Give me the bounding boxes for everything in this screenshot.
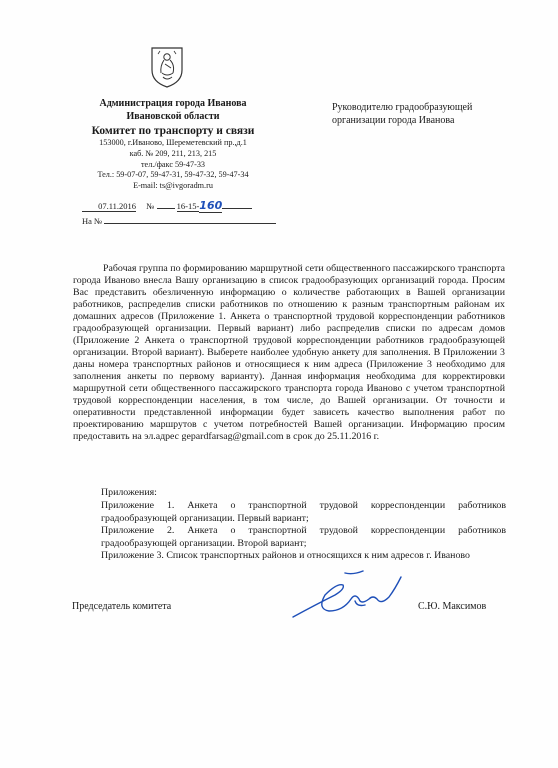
appendix-item-1: Приложение 1. Анкета о транспортной трудовой корреспонденции работников градообразующей организации. Первый вариант;: [101, 500, 506, 524]
registration-number-label: №: [146, 201, 155, 211]
reply-to-blank: [104, 215, 276, 224]
registration-date: 07.11.2016: [82, 201, 136, 212]
registration-number-handwritten: 160: [199, 199, 223, 212]
city-coat-of-arms-emblem: [150, 46, 184, 88]
letterhead-phones: Тел.: 59-07-07, 59-47-31, 59-47-32, 59-47-34: [97, 170, 249, 180]
reply-to-line: [82, 215, 276, 226]
addressee-line-1: Руководителю градообразующей: [332, 102, 473, 113]
addressee-line-2: организации города Иванова: [332, 115, 455, 126]
appendix-item-2: Приложение 2. Анкета о транспортной трудовой корреспонденции работников градообразующей организации. Второй вариант;: [101, 525, 506, 549]
signer-name: С.Ю. Максимов: [418, 601, 487, 612]
letterhead-fax: тел./факс 59-47-33: [140, 159, 206, 169]
letterhead: [74, 98, 272, 192]
reply-to-label: На №: [82, 216, 103, 226]
chairman-title: Председатель комитета: [72, 601, 172, 612]
letterhead-address: 153000, г.Иваново, Шереметевский пр.,д.1: [99, 138, 247, 148]
addressee-block: [332, 101, 532, 127]
registration-line: [82, 199, 252, 213]
letterhead-rooms: каб. № 209, 211, 213, 215: [129, 149, 217, 159]
letter-body: Рабочая группа по формированию маршрутной сети общественного пассажирского транспорта города Иваново внесла Вашу организацию в список градообразующих организаций города. Просим Вас представить обезличенную информацию о количестве работающих в Вашей организации работников, распределив списки работников по отношению к разным транспортным районам их домашних адресов (Приложение 1. Анкета о транспортной трудовой корреспонденции работников градообразующей организации. Первый вариант) либо распределив списки по адресам домов (Приложение 2 Анкета о транспортной трудовой корреспонденции работников градообразующей организации. Второй вариант). Выберете наиболее удобную анкету для заполнения. В Приложении 3 даны номера транспортных районов и относящиеся к ним адреса (Приложение 3 необходимо для заполнения анкеты по первому варианту). Данная информация необходима для корректировки маршрутной сети общественного пассажирского транспорта города Иваново с учетом транспортной трудовой корреспонденции населения, в том числе, до Вашей организации. От точности и оперативности представленной информации будет зависеть качество выполнения работ по проектированию маршрутов с учетом потребностей Вашей организации. Информацию просим предоставить на эл.адрес gepardfarsag@gmail.com в срок до 25.11.2016 г.: [73, 263, 505, 443]
letterhead-region: Ивановской области: [126, 110, 220, 122]
handwritten-signature: [285, 565, 410, 625]
letterhead-committee: Комитет по транспорту и связи: [91, 125, 255, 137]
appendices-title: Приложения:: [101, 487, 157, 498]
letterhead-administration: Администрация города Иванова: [99, 98, 247, 109]
appendices-block: [101, 487, 506, 562]
letterhead-email: E-mail: ts@ivgoradm.ru: [133, 181, 213, 190]
appendix-item-3: Приложение 3. Список транспортных районов и относящихся к ним адресов г. Иваново: [101, 549, 470, 561]
registration-number-prefix: 16-15-: [176, 201, 200, 211]
